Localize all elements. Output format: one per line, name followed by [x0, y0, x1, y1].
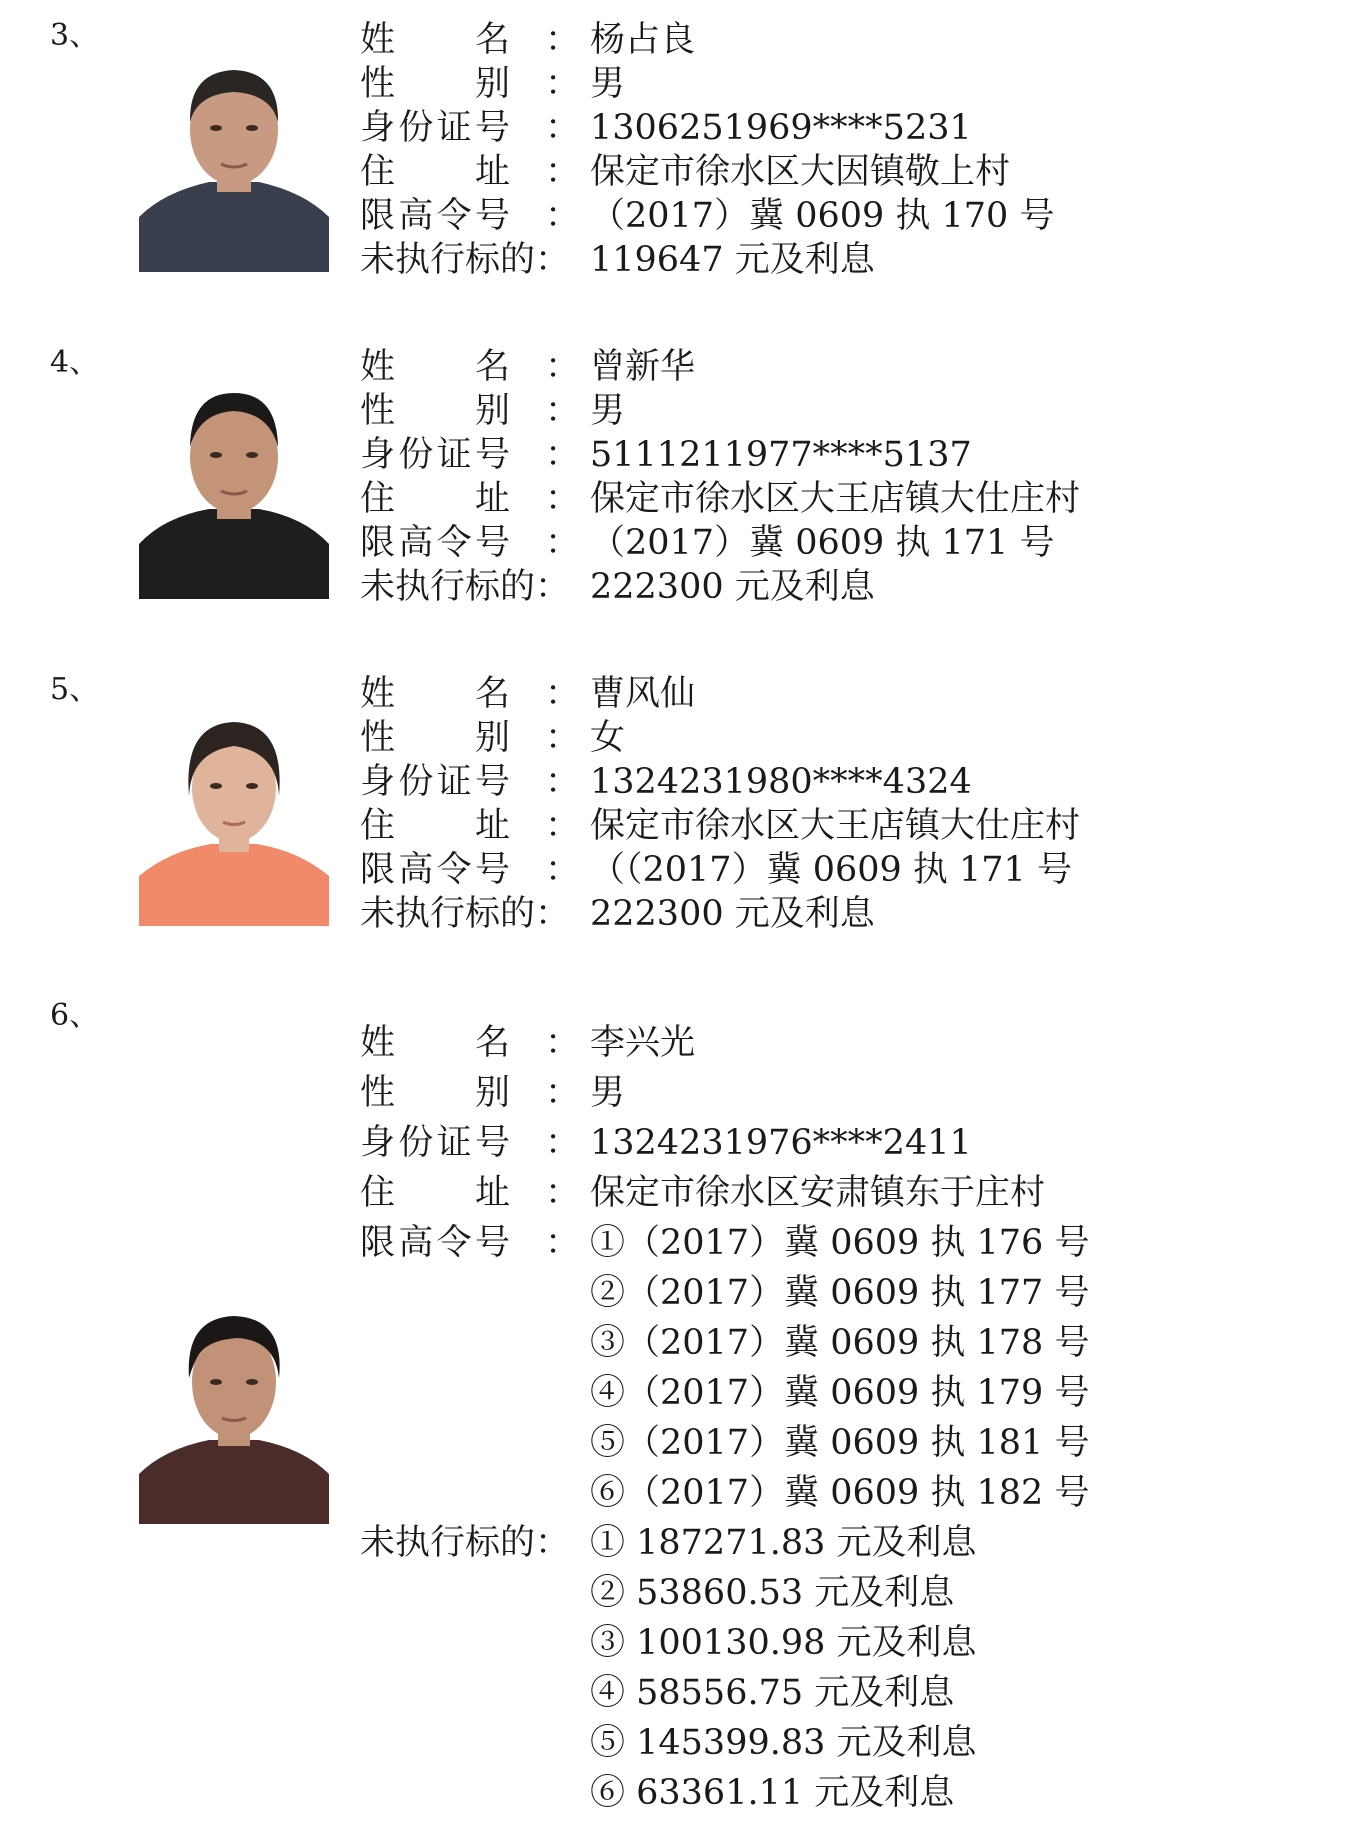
unpaid-value-2: ② 53860.53 元及利息: [590, 1573, 955, 1613]
colon: ：: [545, 347, 581, 387]
order-label: 限高令号: [360, 196, 510, 236]
order-value-4: ④（2017）冀 0609 执 179 号: [590, 1373, 1090, 1413]
colon: ：: [545, 1173, 581, 1213]
order-value: （2017）冀 0609 执 171 号: [590, 523, 1055, 563]
id-value: 5111211977****5137: [590, 435, 972, 475]
name-value: 杨占良: [590, 20, 696, 60]
gender-label: 性 别: [360, 718, 510, 758]
gender-value: 男: [590, 1073, 626, 1113]
unpaid-value: 119647 元及利息: [590, 240, 875, 280]
gender-value: 男: [590, 391, 626, 431]
address-value: 保定市徐水区大王店镇大仕庄村: [590, 806, 1081, 846]
unpaid-value: 222300 元及利息: [590, 567, 875, 607]
id-label: 身份证号: [360, 108, 510, 148]
colon: ：: [545, 674, 581, 714]
colon: ：: [545, 196, 581, 236]
unpaid-label: 未执行标的：: [360, 240, 571, 280]
order-value-3: ③（2017）冀 0609 执 178 号: [590, 1323, 1090, 1363]
name-label: 姓 名: [360, 1023, 510, 1063]
name-value: 曹风仙: [590, 674, 696, 714]
colon: ：: [545, 1223, 581, 1263]
name-label: 姓 名: [360, 674, 510, 714]
gender-label: 性 别: [360, 391, 510, 431]
id-value: 1324231976****2411: [590, 1123, 972, 1163]
address-label: 住 址: [360, 1173, 510, 1213]
gender-label: 性 别: [360, 1073, 510, 1113]
colon: ：: [545, 108, 581, 148]
unpaid-value: 222300 元及利息: [590, 894, 875, 934]
colon: ：: [545, 762, 581, 802]
unpaid-value-6: ⑥ 63361.11 元及利息: [590, 1773, 955, 1813]
name-label: 姓 名: [360, 20, 510, 60]
colon: ：: [545, 152, 581, 192]
colon: ：: [545, 1023, 581, 1063]
colon: ：: [545, 718, 581, 758]
order-value: （（2017）冀 0609 执 171 号: [590, 850, 1072, 890]
person-photo: [139, 369, 329, 599]
colon: ：: [545, 435, 581, 475]
portrait-image: [139, 1294, 329, 1524]
address-label: 住 址: [360, 806, 510, 846]
id-value: 1324231980****4324: [590, 762, 972, 802]
order-label: 限高令号: [360, 523, 510, 563]
unpaid-value-3: ③ 100130.98 元及利息: [590, 1623, 977, 1663]
colon: ：: [545, 391, 581, 431]
gender-label: 性 别: [360, 64, 510, 104]
gender-value: 男: [590, 64, 626, 104]
unpaid-value-1: ① 187271.83 元及利息: [590, 1523, 977, 1563]
name-value: 李兴光: [590, 1023, 696, 1063]
address-label: 住 址: [360, 152, 510, 192]
person-photo: [139, 696, 329, 926]
gender-value: 女: [590, 718, 626, 758]
colon: ：: [545, 523, 581, 563]
id-value: 1306251969****5231: [590, 108, 972, 148]
order-value-6: ⑥（2017）冀 0609 执 182 号: [590, 1473, 1090, 1513]
entry-number: 5、: [50, 672, 100, 707]
order-label: 限高令号: [360, 1223, 510, 1263]
colon: ：: [545, 1123, 581, 1163]
entry-number: 6、: [50, 998, 100, 1033]
order-value-1: ①（2017）冀 0609 执 176 号: [590, 1223, 1090, 1263]
id-label: 身份证号: [360, 435, 510, 475]
order-value: （2017）冀 0609 执 170 号: [590, 196, 1055, 236]
colon: ：: [545, 806, 581, 846]
unpaid-label: 未执行标的：: [360, 894, 571, 934]
colon: ：: [545, 850, 581, 890]
id-label: 身份证号: [360, 1123, 510, 1163]
portrait-image: [139, 696, 329, 926]
colon: ：: [545, 64, 581, 104]
address-value: 保定市徐水区安肃镇东于庄村: [590, 1173, 1046, 1213]
colon: ：: [545, 20, 581, 60]
unpaid-label: 未执行标的：: [360, 567, 571, 607]
unpaid-label: 未执行标的：: [360, 1523, 571, 1563]
order-label: 限高令号: [360, 850, 510, 890]
address-label: 住 址: [360, 479, 510, 519]
name-value: 曾新华: [590, 347, 696, 387]
order-value-5: ⑤（2017）冀 0609 执 181 号: [590, 1423, 1090, 1463]
id-label: 身份证号: [360, 762, 510, 802]
person-photo: [139, 1294, 329, 1524]
portrait-image: [139, 42, 329, 272]
colon: ：: [545, 479, 581, 519]
person-photo: [139, 42, 329, 272]
colon: ：: [545, 1073, 581, 1113]
unpaid-value-4: ④ 58556.75 元及利息: [590, 1673, 955, 1713]
address-value: 保定市徐水区大因镇敬上村: [590, 152, 1011, 192]
unpaid-value-5: ⑤ 145399.83 元及利息: [590, 1723, 977, 1763]
entry-number: 3、: [50, 18, 100, 53]
order-value-2: ②（2017）冀 0609 执 177 号: [590, 1273, 1090, 1313]
name-label: 姓 名: [360, 347, 510, 387]
portrait-image: [139, 369, 329, 599]
entry-number: 4、: [50, 345, 100, 380]
address-value: 保定市徐水区大王店镇大仕庄村: [590, 479, 1081, 519]
